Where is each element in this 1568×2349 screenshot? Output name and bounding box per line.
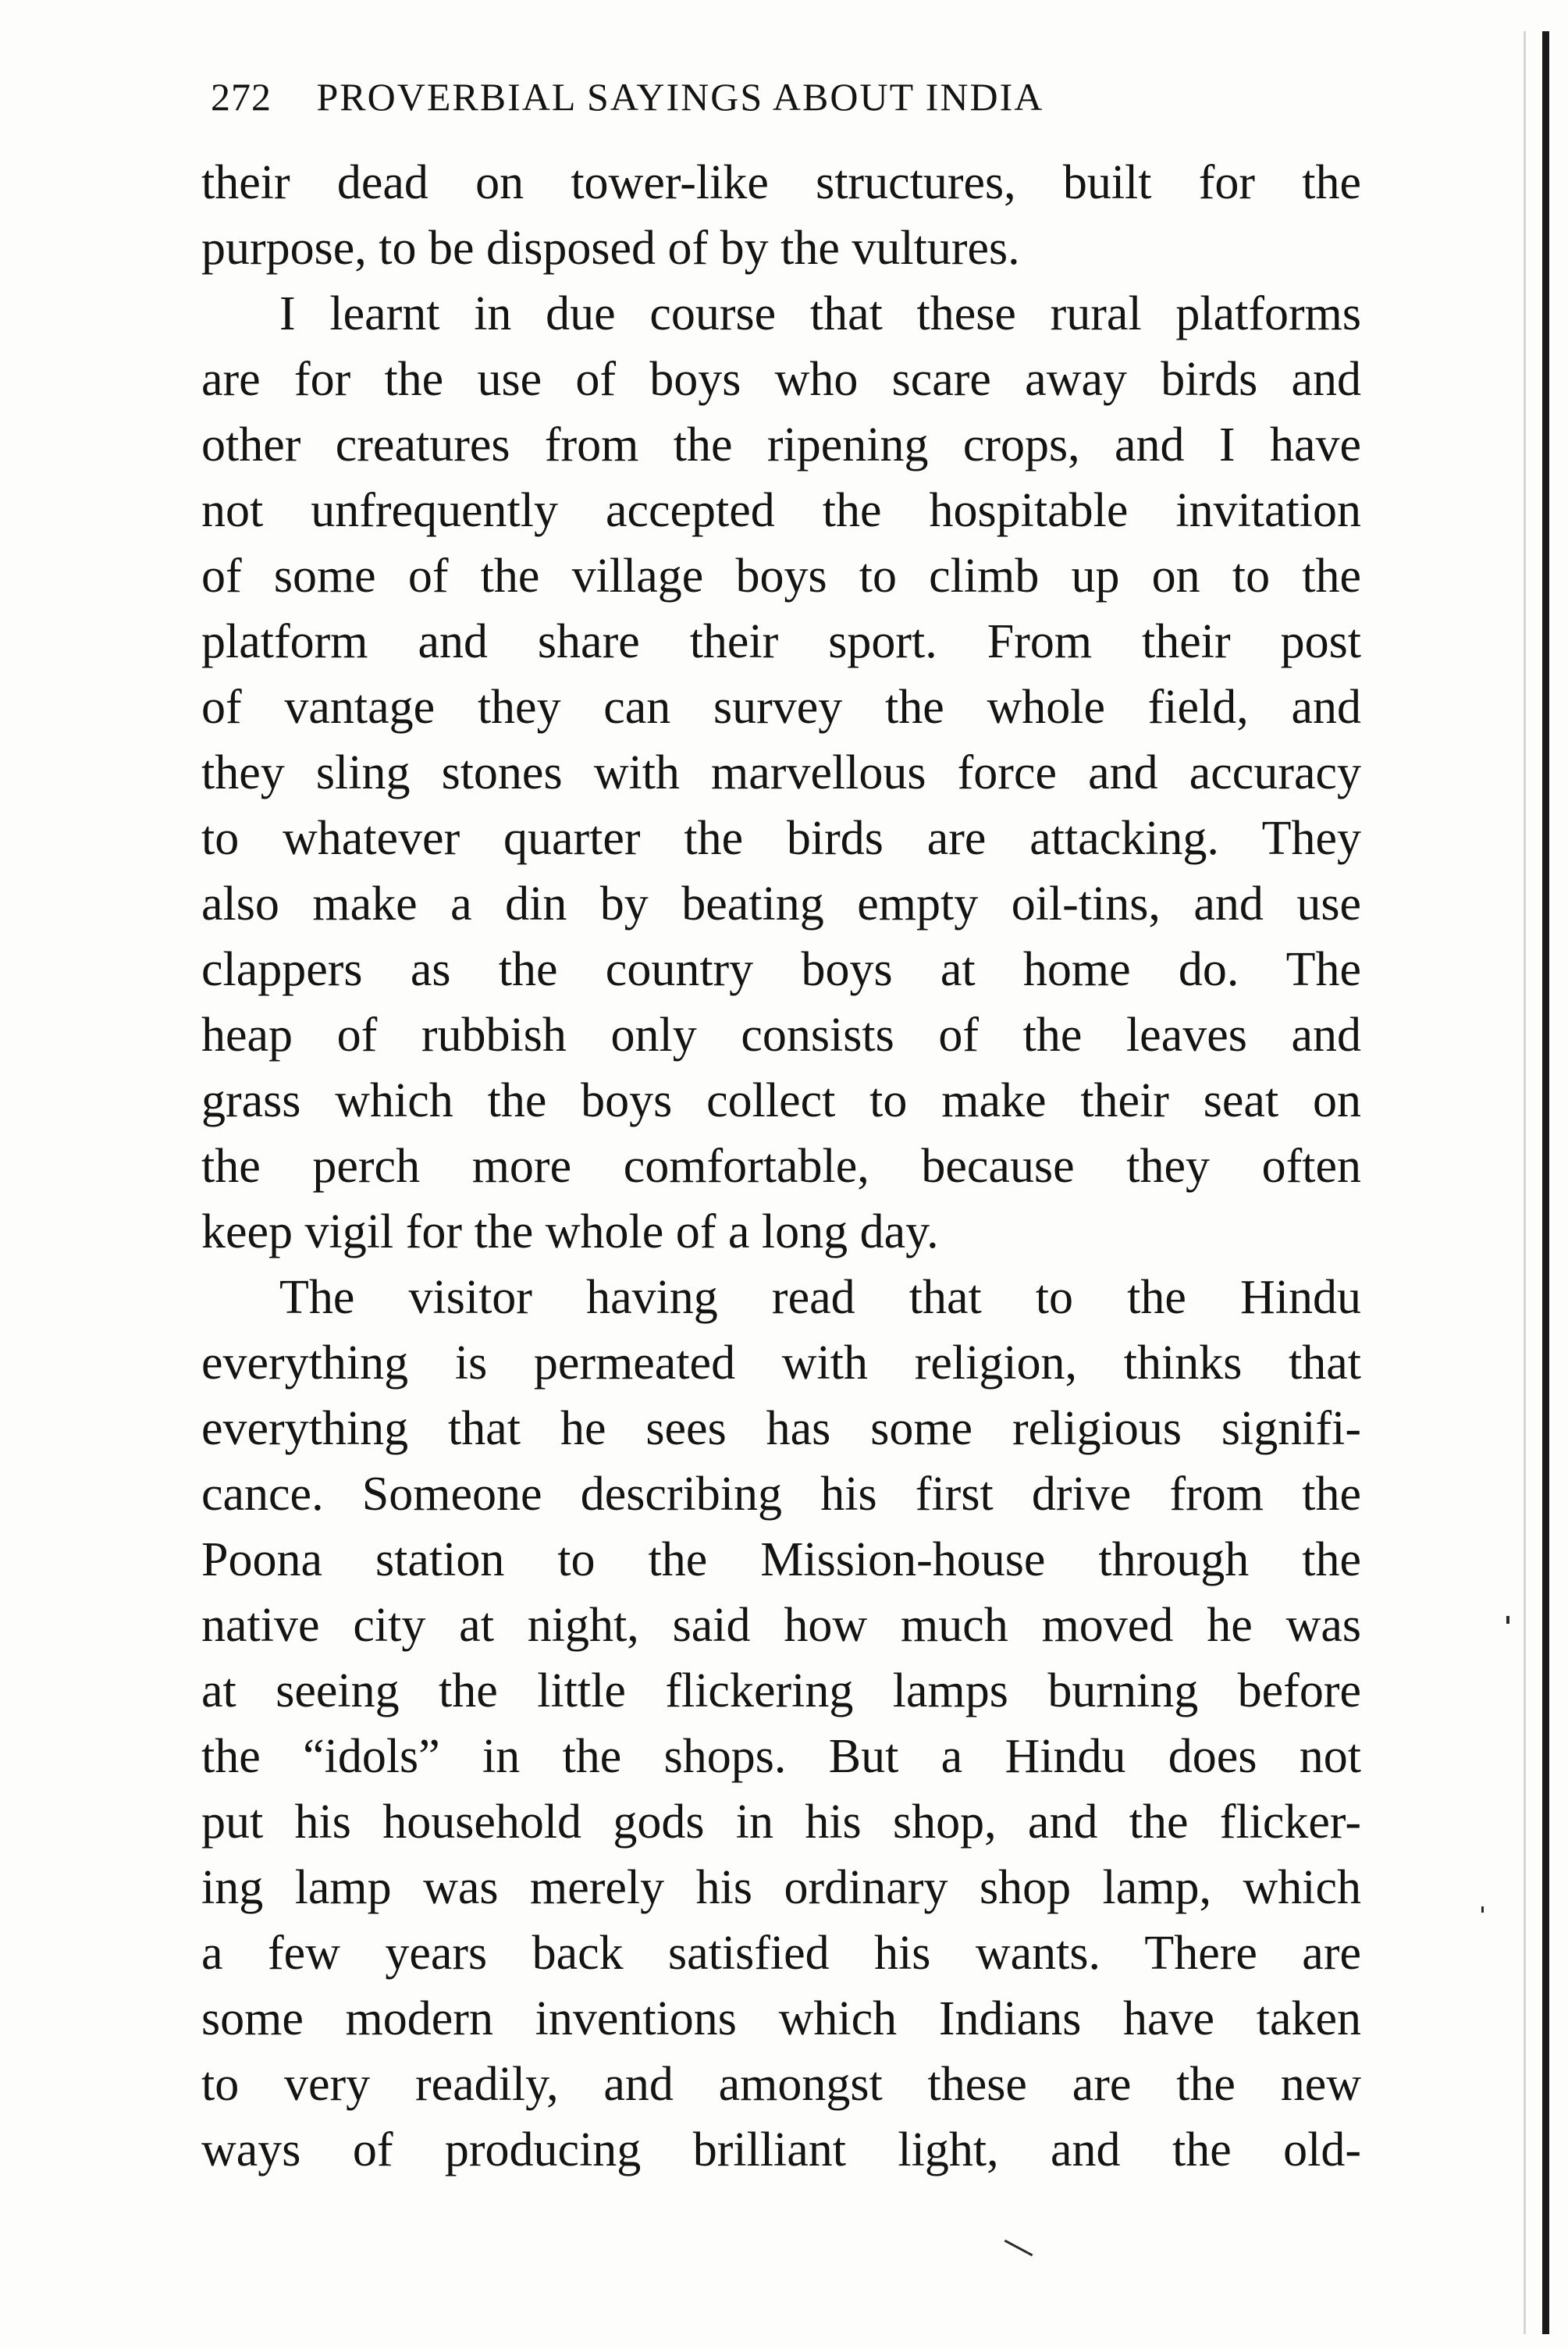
text-line: of vantage they can survey the whole field, and	[201, 681, 1361, 734]
text-line: purpose, to be disposed of by the vultures.	[201, 222, 1020, 275]
text-line: at seeing the little flickering lamps burning before	[201, 1664, 1361, 1717]
text-line: they sling stones with marvellous force and accuracy	[201, 746, 1361, 799]
text-line: keep vigil for the whole of a long day.	[201, 1205, 939, 1258]
text-line: the perch more comfortable, because they often	[201, 1140, 1361, 1193]
text-line: put his household gods in his shop, and the flicker-	[201, 1796, 1361, 1849]
text-line: to very readily, and amongst these are the new	[201, 2058, 1361, 2111]
page-number: 272	[211, 75, 272, 119]
text-line: clappers as the country boys at home do. The	[201, 943, 1361, 996]
running-head	[211, 66, 1358, 128]
scan-speck	[1004, 2240, 1033, 2256]
binding-edge-line	[1542, 31, 1549, 2334]
text-line: their dead on tower-like structures, built for the	[201, 156, 1361, 209]
text-line: everything is permeated with religion, thinks that	[201, 1336, 1361, 1390]
text-line: not unfrequently accepted the hospitable invitation	[201, 484, 1361, 537]
text-line: of some of the village boys to climb up on to the	[201, 550, 1361, 603]
scan-speck	[1506, 1616, 1509, 1624]
paragraph-first-line: The visitor having read that to the Hindu	[279, 1271, 1361, 1324]
body-text	[201, 150, 1361, 2183]
text-line: other creatures from the ripening crops, and I have	[201, 418, 1361, 472]
text-line: cance. Someone describing his first drive from the	[201, 1468, 1361, 1521]
page-edge-shadow	[1524, 31, 1526, 2334]
text-line: platform and share their sport. From their post	[201, 615, 1361, 668]
text-line: grass which the boys collect to make their seat on	[201, 1074, 1361, 1127]
paragraph-first-line: I learnt in due course that these rural platforms	[279, 287, 1361, 340]
text-line: ways of producing brilliant light, and the old-	[201, 2123, 1361, 2176]
text-line: heap of rubbish only consists of the leaves and	[201, 1009, 1361, 1062]
text-line: some modern inventions which Indians have taken	[201, 1992, 1361, 2045]
text-line: a few years back satisfied his wants. There are	[201, 1927, 1361, 1980]
text-line: are for the use of boys who scare away birds and	[201, 353, 1361, 406]
text-line: ing lamp was merely his ordinary shop lamp, which	[201, 1861, 1361, 1914]
text-line: also make a din by beating empty oil-tins, and use	[201, 877, 1361, 931]
text-line: everything that he sees has some religious signifi-	[201, 1402, 1361, 1455]
scan-speck	[1481, 1906, 1484, 1913]
running-head-title: PROVERBIAL SAYINGS ABOUT INDIA	[316, 75, 1044, 119]
text-line: the “idols” in the shops. But a Hindu does not	[201, 1730, 1361, 1783]
text-line: to whatever quarter the birds are attacking. They	[201, 812, 1361, 865]
text-line: native city at night, said how much moved he was	[201, 1599, 1361, 1652]
text-line: Poona station to the Mission-house through the	[201, 1533, 1361, 1586]
